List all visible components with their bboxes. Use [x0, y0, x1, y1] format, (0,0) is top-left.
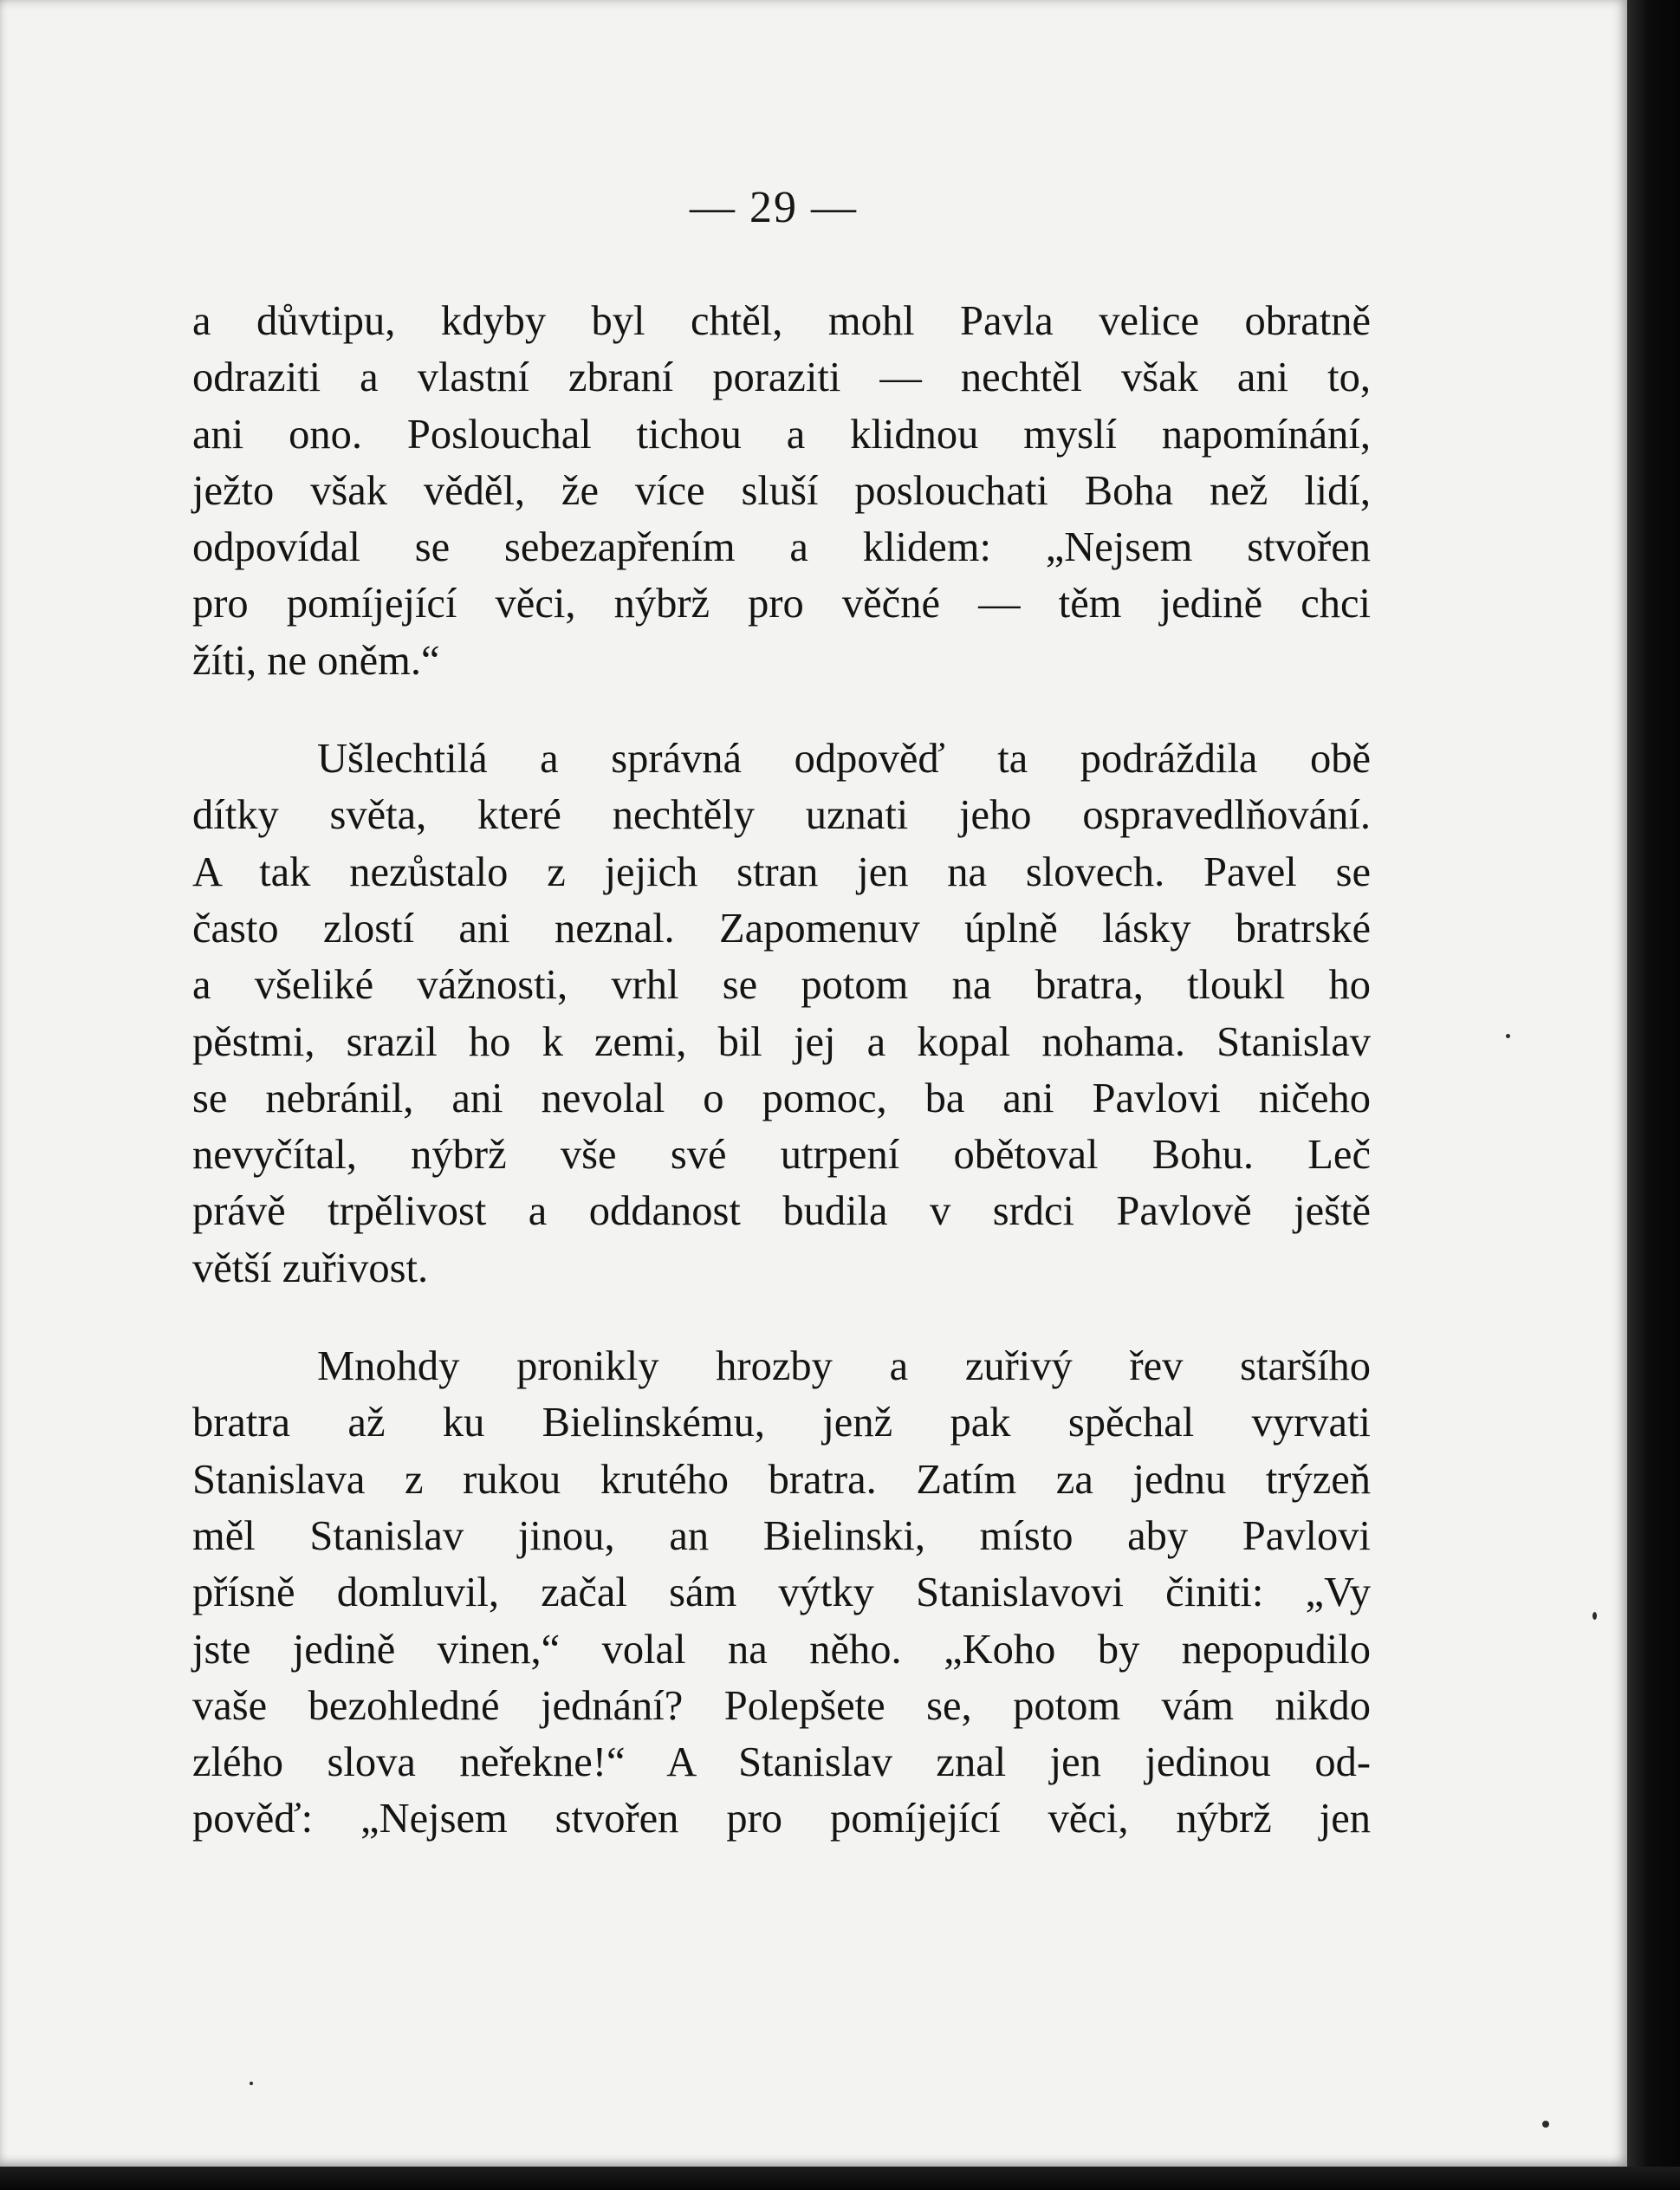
text-line: odraziti a vlastní zbraní poraziti — nechtěl však ani to, — [192, 354, 1371, 401]
text-line: pěstmi, srazil ho k zemi, bil jej a kopal nohama. Stanislav — [192, 1018, 1371, 1065]
text-line: jste jedině vinen,“ volal na něho. „Koho by nepopudilo — [192, 1626, 1371, 1673]
scan-speck — [250, 2082, 253, 2085]
paragraph-gap — [192, 689, 1371, 731]
text-line: Stanislava z rukou krutého bratra. Zatím za jednu trýzeň — [192, 1456, 1371, 1503]
scan-speck — [1506, 1034, 1510, 1038]
paragraph-gap — [192, 1296, 1371, 1338]
text-line: vaše bezohledné jednání? Polepšete se, potom vám nikdo — [192, 1682, 1371, 1729]
page-number: — 29 — — [690, 183, 858, 232]
text-line: větší zuřivost. — [192, 1244, 429, 1291]
scan-speck — [1592, 1612, 1597, 1620]
page-edge-bottom — [0, 2167, 1680, 2190]
body-text — [192, 293, 1371, 1848]
text-line: zlého slova neřekne!“ A Stanislav znal jen jedinou od- — [192, 1739, 1371, 1786]
text-line: bratra až ku Bielinskému, jenž pak spěchal vyrvati — [192, 1400, 1371, 1446]
text-line: nevyčítal, nýbrž vše své utrpení obětoval Bohu. Leč — [192, 1132, 1371, 1179]
paragraph-2 — [192, 731, 1371, 1296]
text-line: měl Stanislav jinou, an Bielinski, místo aby Pavlovi — [192, 1512, 1371, 1559]
text-line: se nebránil, ani nevolal o pomoc, ba ani Pavlovi ničeho — [192, 1075, 1371, 1121]
page-edge-right — [1627, 0, 1680, 2190]
text-line: a všeliké vážnosti, vrhl se potom na bratra, tloukl ho — [192, 962, 1371, 1009]
text-line: odpovídal se sebezapřením a klidem: „Nejsem stvořen — [192, 524, 1371, 571]
paragraph-3 — [192, 1338, 1371, 1848]
text-line: pro pomíjející věci, nýbrž pro věčné — těm jedině chci — [192, 581, 1371, 627]
text-line: právě trpělivost a oddanost budila v srdci Pavlově ještě — [192, 1188, 1371, 1235]
scan-speck — [1542, 2121, 1549, 2128]
text-line: žíti, ne oněm.“ — [192, 637, 440, 684]
text-line: pověď: „Nejsem stvořen pro pomíjející věci, nýbrž jen — [192, 1796, 1371, 1842]
text-line: Mnohdy pronikly hrozby a zuřivý řev staršího — [317, 1343, 1371, 1390]
text-line: dítky světa, které nechtěly uznati jeho ospravedlňování. — [192, 792, 1371, 839]
text-line: ježto však věděl, že více sluší poslouchati Boha než lidí, — [192, 467, 1371, 514]
text-line: Ušlechtilá a správná odpověď ta podráždila obě — [317, 736, 1371, 783]
text-line: a důvtipu, kdyby byl chtěl, mohl Pavla velice obratně — [192, 298, 1371, 344]
paragraph-1 — [192, 293, 1371, 689]
text-line: často zlostí ani neznal. Zapomenuv úplně lásky bratrské — [192, 905, 1371, 952]
text-line: přísně domluvil, začal sám výtky Stanislavovi činiti: „Vy — [192, 1569, 1371, 1616]
text-line: ani ono. Poslouchal tichou a klidnou myslí napomínání, — [192, 411, 1371, 458]
text-line: A tak nezůstalo z jejich stran jen na slovech. Pavel se — [192, 848, 1371, 895]
